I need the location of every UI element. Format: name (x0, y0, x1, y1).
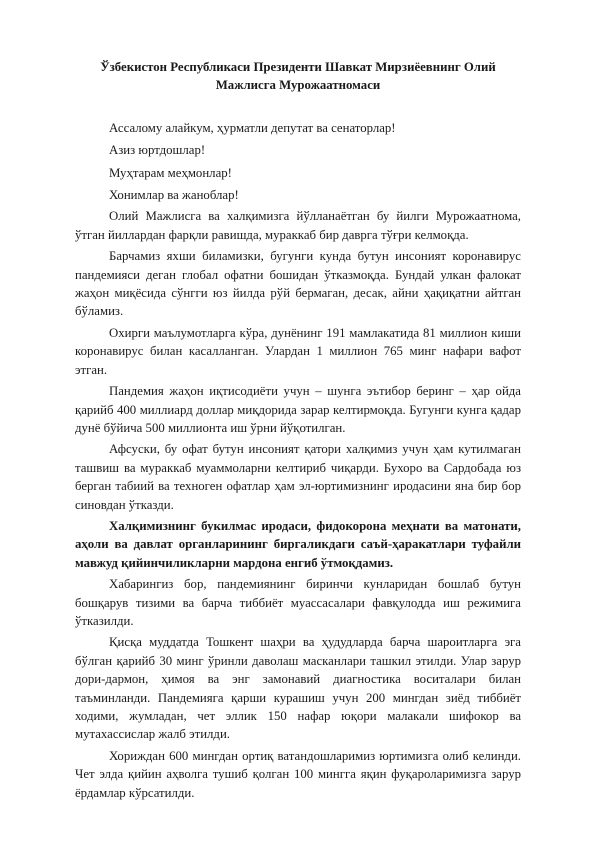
paragraph-emphasis: Халқимизнинг букилмас иродаси, фидокорона меҳнати ва матонати, аҳоли ва давлат органларининг биргаликдаги саъй-ҳаракатлари туфайли мавжуд қийинчиликларни мардона енгиб ўтмоқдамиз. (75, 518, 521, 570)
paragraph: Афсуски, бу офат бутун инсоният қатори халқимиз учун ҳам кутилмаган ташвиш ва мураккаб муаммоларни келтириб чиқарди. Бухоро ва Сардобада юз берган табиий ва техноген офатлар ҳам эл-юртимизнинг иродасини яна бир бор синовдан ўтказди. (75, 442, 521, 512)
paragraph: Хабарингиз бор, пандемиянинг биринчи кунларидан бошлаб бутун бошқарув тизими ва барча тиббиёт муассасалари фавқулодда иш режимига ўтказилди. (75, 577, 521, 628)
greeting-deputies: Ассалому алайкум, ҳурматли депутат ва сенаторлар! (109, 120, 396, 135)
greeting-ladies-gentlemen: Хонимлар ва жаноблар! (109, 188, 239, 203)
paragraph: Охирги маълумотларга кўра, дунёнинг 191 мамлакатида 81 миллион киши коронавирус билан касалланган. Улардан 1 миллион 765 минг нафари вафот этган. (75, 325, 521, 377)
paragraph: Пандемия жаҳон иқтисодиёти учун – шунга эътибор беринг – ҳар ойда қарийб 400 миллиард доллар миқдорида зарар келтирмоқда. Бугунги кунга қадар дунё бўйича 500 миллионта иш ўрни йўқотилган. (75, 384, 521, 435)
document-title: Ўзбекистон Республикаси Президенти Шавкат Мирзиёевнинг Олий Мажлисга Мурожаатномаси (100, 60, 496, 93)
paragraph: Қисқа муддатда Тошкент шаҳри ва ҳудудларда барча шароитларга эга бўлган қарийб 30 минг ўринли даволаш масканлари ташкил этилди. Улар зарур дори-дармон, ҳимоя ва энг замонавий диагностика воситалари билан таъминланди. Пандемияга қарши курашиш учун 200 мингдан зиёд тиббиёт ходими, жумладан, чет эллик 150 нафар юқори малакали шифокор ва мутахассислар жалб этилди. (75, 635, 521, 742)
paragraph: Барчамиз яхши биламизки, бугунги кунда бутун инсоният коронавирус пандемияси деган глобал офатни бошидан ўтказмоқда. Бундай улкан фалокат жаҳон миқёсида сўнгги юз йилда рўй бермаган, десак, айни ҳақиқатни айтган бўламиз. (75, 249, 521, 319)
greeting-guests: Муҳтарам меҳмонлар! (109, 165, 232, 180)
paragraph: Хориждан 600 мингдан ортиқ ватандошларимиз юртимизга олиб келинди. Чет элда қийин аҳволга тушиб қолган 100 мингга яқин фуқароларимизга зарур ёрдамлар кўрсатилди. (75, 748, 521, 800)
greeting-compatriots: Азиз юртдошлар! (109, 143, 206, 158)
paragraph: Олий Мажлисга ва халқимизга йўлланаётган бу йилги Мурожаатнома, ўтган йиллардан фарқли равишда, мураккаб бир даврга тўғри келмоқда. (75, 209, 521, 242)
document-page (75, 58, 521, 805)
